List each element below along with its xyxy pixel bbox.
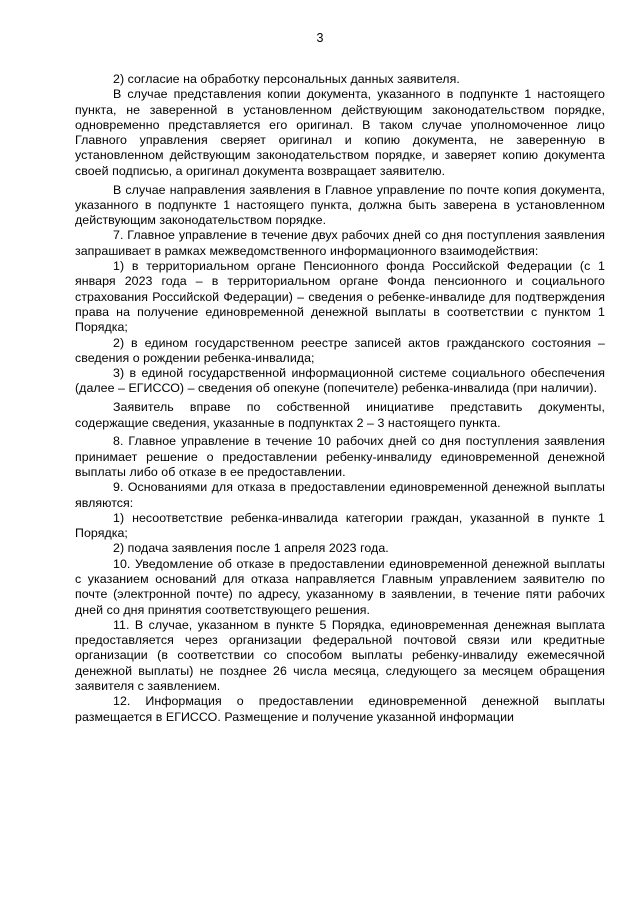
paragraph: 7. Главное управление в течение двух рабочих дней со дня поступления заявления запрашивает в рамках межведомственного информационного взаимодействия: bbox=[75, 228, 605, 258]
page-number: 3 bbox=[316, 31, 324, 45]
paragraph: 9. Основаниями для отказа в предоставлении единовременной денежной выплаты являются: bbox=[75, 480, 605, 510]
paragraph: 1) в территориальном органе Пенсионного фонда Российской Федерации (с 1 января 2023 года – в территориальном органе Фонда пенсионного и социального страхования Российской Федерации) – сведения о ребенке-инвалиде для подтверждения права на получение единовременной денежной выплаты в соответствии с пунктом 1 Порядка; bbox=[75, 259, 605, 335]
paragraph: 3) в единой государственной информационной системе социального обеспечения (далее – ЕГИССО) – сведения об опекуне (попечителе) ребенка-инвалида (при наличии). bbox=[75, 366, 605, 396]
paragraph: В случае представления копии документа, указанного в подпункте 1 настоящего пункта, не заверенной в установленном действующим законодательством порядке, одновременно представляется его оригинал. В таком случае уполномоченное лицо Главного управления сверяет оригинал и копию документа, не заверенную в установленном действующим законодательством порядке, и заверяет копию документа своей подписью, а оригинал документа возвращает заявителю. bbox=[75, 87, 605, 178]
paragraph: 2) подача заявления после 1 апреля 2023 года. bbox=[113, 541, 389, 556]
paragraph: 2) согласие на обработку персональных данных заявителя. bbox=[113, 72, 460, 86]
paragraph: В случае направления заявления в Главное управление по почте копия документа, указанного в подпункте 1 настоящего пункта, должна быть заверена в установленном действующим законодательством порядке. bbox=[75, 182, 605, 228]
paragraph: 8. Главное управление в течение 10 рабочих дней со дня поступления заявления принимает решение о предоставлении ребенку-инвалиду единовременной денежной выплаты либо об отказе в ее предоставлении. bbox=[75, 434, 605, 479]
paragraph: 10. Уведомление об отказе в предоставлении единовременной денежной выплаты с указанием оснований для отказа направляется Главным управлением заявителю по почте (электронной почте) по адресу, указанному в заявлении, в течение пяти рабочих дней со дня принятия соответствующего решения. bbox=[75, 556, 605, 617]
paragraph: Заявитель вправе по собственной инициативе представить документы, содержащие сведения, указанные в подпунктах 2 – 3 настоящего пункта. bbox=[75, 400, 605, 430]
document-body bbox=[75, 72, 605, 725]
paragraph: 11. В случае, указанном в пункте 5 Порядка, единовременная денежная выплата предоставляется через организации федеральной почтовой связи или кредитные организации (в соответствии со способом выплаты ребенку-инвалиду ежемесячной денежной выплаты) не позднее 26 числа месяца, следующего за месяцем обращения заявителя с заявлением. bbox=[75, 617, 605, 694]
paragraph: 12. Информация о предоставлении единовременной денежной выплаты размещается в ЕГИССО. Размещение и получение указанной информации bbox=[75, 694, 605, 724]
paragraph: 1) несоответствие ребенка-инвалида категории граждан, указанной в пункте 1 Порядка; bbox=[75, 510, 605, 541]
paragraph: 2) в едином государственном реестре записей актов гражданского состояния – сведения о рождении ребенка-инвалида; bbox=[75, 335, 605, 365]
